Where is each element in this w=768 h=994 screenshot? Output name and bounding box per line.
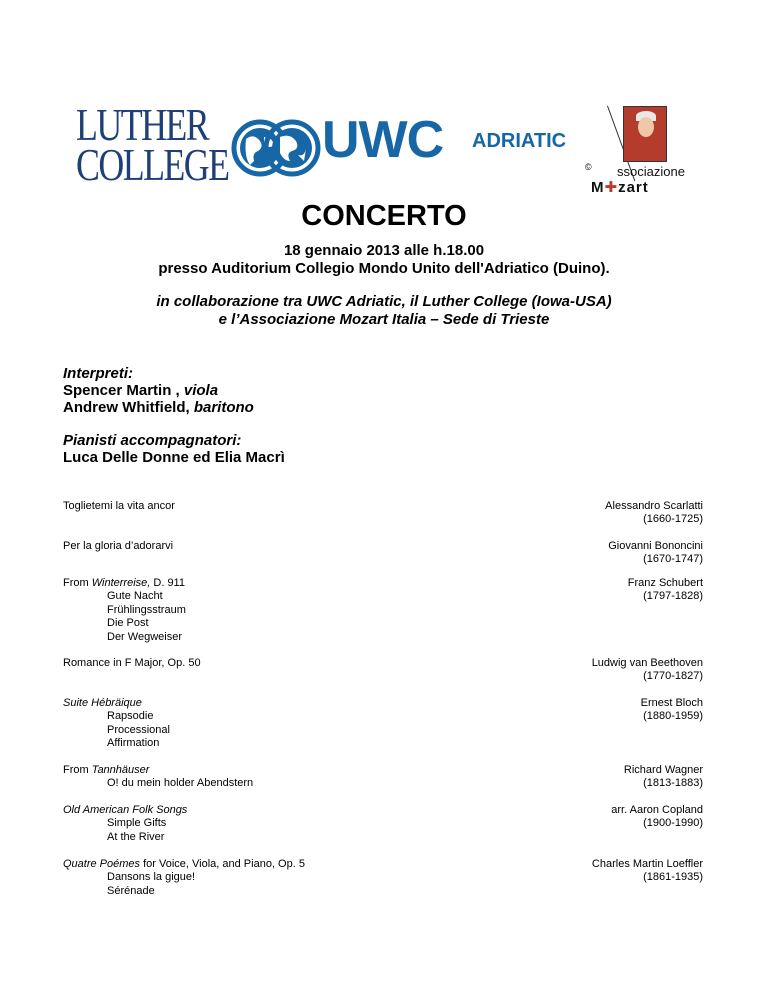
- composer-dates: (1813-1883): [643, 777, 703, 790]
- program-item: [63, 657, 703, 683]
- work-movement: Die Post: [107, 617, 149, 630]
- work-title: Old American Folk Songs: [63, 804, 188, 816]
- work-prefix: From: [63, 764, 92, 776]
- performer-1-role: viola: [183, 382, 219, 399]
- composer-name: Ernest Bloch: [640, 697, 703, 709]
- work-movement: Dansons la gigue!: [107, 871, 196, 884]
- composer-dates: (1880-1959): [643, 710, 703, 723]
- work-title: Suite Hébräique: [63, 697, 142, 709]
- program-item: [63, 540, 703, 566]
- work-movement: Frühlingsstraum: [107, 603, 186, 616]
- work-movement: At the River: [107, 830, 165, 843]
- program-composer: [608, 540, 703, 567]
- performers-section: [63, 365, 254, 416]
- work-title-line: [63, 804, 443, 817]
- work-suffix: for Voice, Viola, and Piano, Op. 5: [140, 858, 305, 870]
- pianists-section: [63, 432, 285, 466]
- composer-name: Alessandro Scarlatti: [605, 500, 703, 512]
- program-work: [63, 697, 443, 751]
- composer-dates: (1670-1747): [643, 553, 703, 566]
- cross-icon: ✚: [604, 179, 619, 196]
- work-title-line: [63, 577, 443, 590]
- composer-dates: (1770-1827): [643, 670, 703, 683]
- program-composer: [592, 858, 703, 885]
- composer-name: Franz Schubert: [627, 577, 703, 589]
- composer-dates: (1861-1935): [643, 871, 703, 884]
- portrait-face: [638, 117, 654, 137]
- work-movement: Rapsodie: [107, 710, 154, 723]
- composer-name: Ludwig van Beethoven: [591, 657, 703, 669]
- uwc-globe-icon: [230, 117, 322, 179]
- work-title: Per la gloria d’adorarvi: [63, 540, 174, 552]
- associazione-label: ssociazione: [617, 164, 685, 179]
- pianists-heading: Pianisti accompagnatori:: [63, 432, 242, 449]
- program-composer: [624, 764, 703, 791]
- program-composer: [605, 500, 703, 527]
- program-item: [63, 577, 703, 644]
- composer-dates: (1900-1990): [643, 817, 703, 830]
- program-item: [63, 697, 703, 751]
- work-title-line: [63, 858, 443, 871]
- program-work: [63, 804, 443, 844]
- work-movement: Gute Nacht: [107, 590, 163, 603]
- program-work: [63, 500, 443, 513]
- composer-dates: (1660-1725): [643, 513, 703, 526]
- mozart-portrait: [623, 106, 667, 162]
- work-title: Romance in F Major, Op. 50: [63, 657, 201, 669]
- concert-date: 18 gennaio 2013 alle h.18.00: [283, 242, 485, 259]
- collaboration-text: [0, 293, 768, 329]
- luther-college-logo: [76, 99, 229, 190]
- work-title: Tannhäuser: [91, 764, 150, 776]
- mozart-label-m: M: [591, 179, 605, 196]
- composer-name: Giovanni Bononcini: [608, 540, 703, 552]
- work-title-line: [63, 657, 443, 670]
- collab-line2: e l’Associazione Mozart Italia – Sede di Trieste: [218, 311, 550, 328]
- performer-2-name: Andrew Whitfield,: [63, 399, 194, 416]
- work-prefix: From: [63, 577, 92, 589]
- work-movement: Affirmation: [107, 737, 160, 750]
- program-item: [63, 804, 703, 844]
- work-movement: Sérénade: [107, 884, 155, 897]
- copyright-symbol: ©: [585, 162, 592, 172]
- concert-title: CONCERTO: [301, 200, 467, 232]
- program-work: [63, 577, 443, 644]
- pianists-names: Luca Delle Donne ed Elia Macrì: [63, 449, 285, 466]
- luther-logo-line1: LUTHER: [76, 99, 209, 150]
- composer-name: arr. Aaron Copland: [611, 804, 703, 816]
- composer-name: Charles Martin Loeffler: [591, 858, 703, 870]
- adriatic-wordmark: ADRIATIC: [472, 130, 567, 152]
- program-composer: [641, 697, 703, 724]
- performer-1-name: Spencer Martin ,: [63, 382, 184, 399]
- work-title-line: [63, 540, 443, 553]
- uwc-wordmark: UWC: [322, 111, 444, 169]
- program-item: [63, 764, 703, 791]
- program-work: [63, 764, 443, 791]
- work-title: Toglietemi la vita ancor: [63, 500, 175, 512]
- work-movement: Simple Gifts: [107, 817, 167, 830]
- program-work: [63, 657, 443, 670]
- work-movement: Processional: [107, 723, 170, 736]
- program-item: [63, 858, 703, 898]
- work-suffix: D. 911: [150, 577, 185, 589]
- performer-1: [63, 382, 254, 399]
- logo-row: [0, 100, 768, 200]
- composer-dates: (1797-1828): [643, 590, 703, 603]
- performer-2: [63, 399, 254, 416]
- program-composer: [628, 577, 703, 604]
- work-title-line: [63, 697, 443, 710]
- composer-name: Richard Wagner: [623, 764, 703, 776]
- program-work: [63, 858, 443, 898]
- program-item: [63, 500, 703, 526]
- program-composer: [611, 804, 703, 831]
- collab-line1: in collaborazione tra UWC Adriatic, il Luther College (Iowa-USA): [156, 293, 612, 310]
- work-movement: O! du mein holder Abendstern: [107, 777, 254, 790]
- performer-2-role: baritono: [193, 399, 254, 416]
- work-movement: Der Wegweiser: [107, 630, 182, 643]
- luther-logo-line2: COLLEGE: [76, 139, 229, 190]
- work-title: Winterreise,: [91, 577, 151, 589]
- mozart-label: [591, 178, 649, 196]
- mozart-label-rest: zart: [618, 179, 649, 196]
- performers-heading: Interpreti:: [63, 365, 134, 382]
- work-title-line: [63, 764, 443, 777]
- program-work: [63, 540, 443, 553]
- work-title-line: [63, 500, 443, 513]
- associazione-mozart-logo: [585, 106, 685, 196]
- program-composer: [592, 657, 703, 684]
- work-title: Quatre Poémes: [63, 858, 141, 870]
- concert-venue: presso Auditorium Collegio Mondo Unito dell'Adriatico (Duino).: [158, 260, 610, 277]
